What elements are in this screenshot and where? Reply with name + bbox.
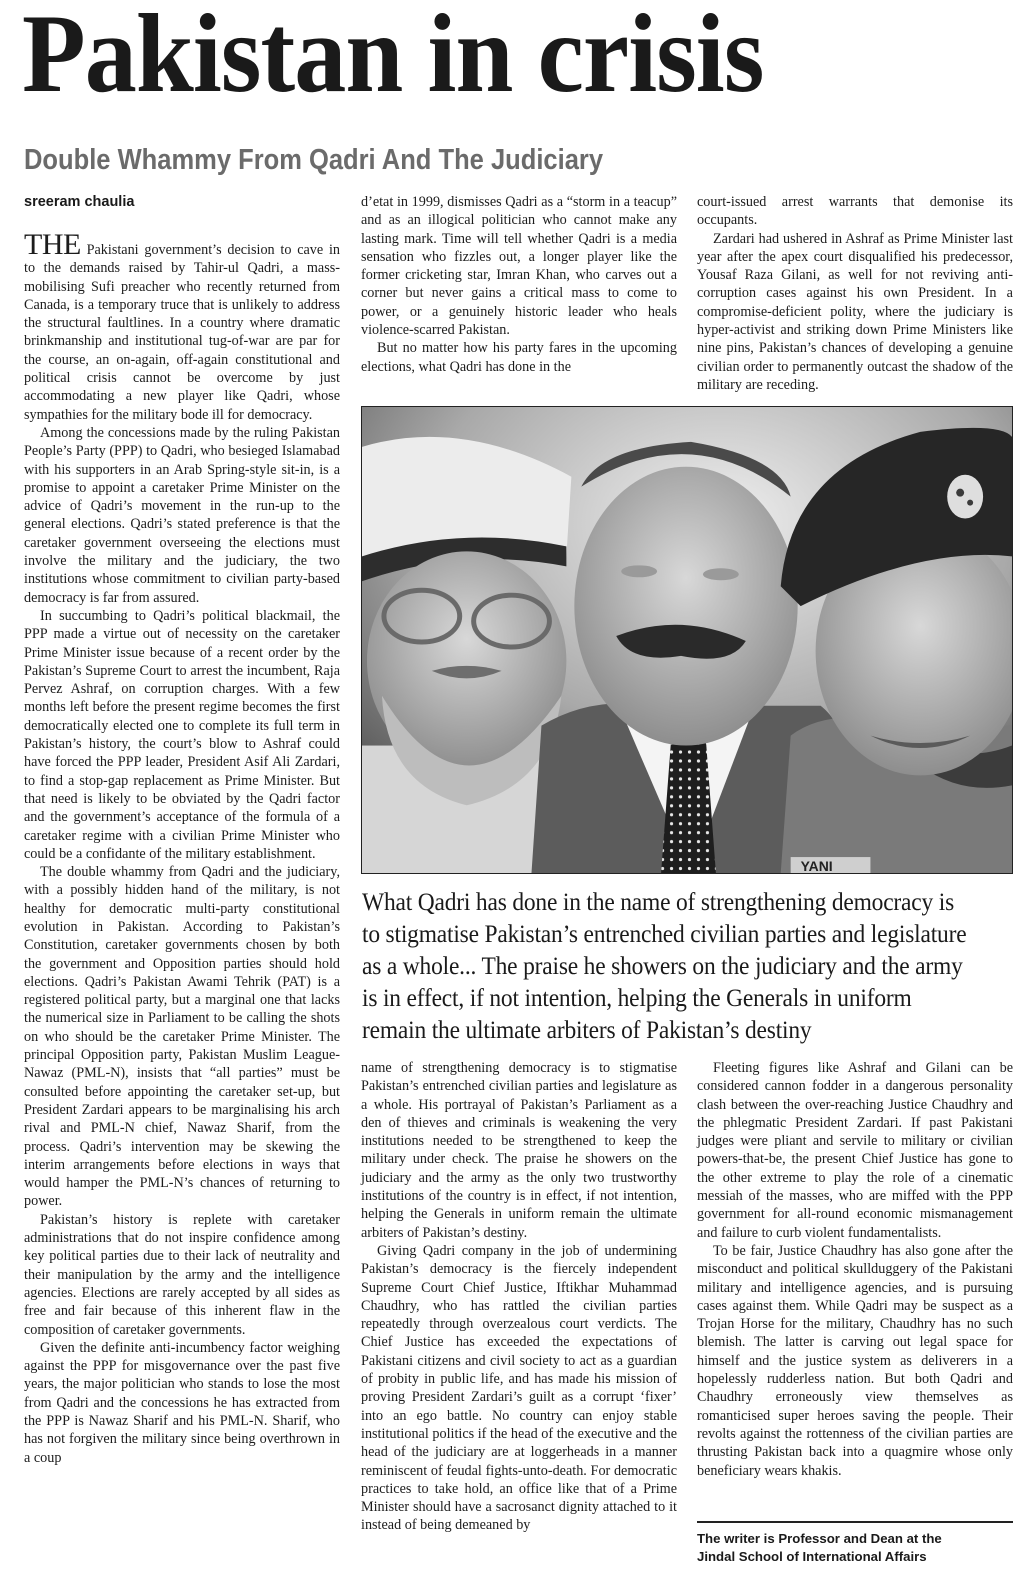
portrait-composite-image	[362, 407, 1012, 873]
subtitle: Double Whammy From Qadri And The Judiciary	[24, 144, 604, 176]
pull-quote: What Qadri has done in the name of strengthening democracy is to stigmatise Pakistan’s entrenched civilian parties and legislature as a whole... The praise he showers on the judiciary and the army is in effect, if not intention, helping the Generals in uniform remain the ultimate arbiters of Pakistan’s destiny	[362, 887, 967, 1044]
name-tag: YANI	[800, 858, 833, 873]
paragraph: Given the definite anti-incumbency factor weighing against the PPP for misgovernance over the past five years, the major politician who stands to lose the most from Qadri and the concessions he has extracted from the PPP is Nawaz Sharif and his PML-N. Sharif, who has not forgiven the military since being overthrown in a coup	[24, 1339, 340, 1466]
paragraph: Giving Qadri company in the job of undermining Pakistan’s democracy is the fiercely independent Supreme Court Chief Justice, Iftikhar Muhammad Chaudhry, who has rattled the civilian parties repeatedly through overzealous court verdicts. The Chief Justice has exceeded the expectations of Pakistani citizens and civil society to act as a guardian of probity in public life, and has made his mission of proving President Zardari’s guilt as a corrupt ‘fixer’ into an ego battle. No country can enjoy stable institutional politics if the head of the executive and the head of the judiciary are at loggerheads in a manner reminiscent of feudal fights-unto-death. For democratic practices to take hold, an office like that of a Prime Minister should have a sacrosanct dignity attached to it instead of being demeaned by	[361, 1242, 677, 1534]
article-photo	[361, 406, 1013, 874]
paragraph: Among the concessions made by the ruling Pakistan People’s Party (PPP) to Qadri, who besieged Islamabad with his supporters in an Arab Spring-style sit-in, is a promise to appoint a caretaker Prime Minister on the advice of Qadri’s movement in the run-up to the general elections. Qadri’s stated preference is that the caretaker government overseeing the elections must involve the military and the judiciary, the two institutions whose commitment to civilian party-based democracy is far from assured.	[24, 424, 340, 606]
author-note-line-2: Jindal School of International Affairs	[697, 1549, 927, 1564]
column-2-bottom	[361, 1059, 677, 1535]
paragraph: Pakistan’s history is replete with caretaker administrations that do not inspire confidence among key political parties due to their lack of neutrality and their manipulation by the army and the intelligence agencies. Elections are rarely accepted by all sides as free and fair because of this inherent flaw in the composition of caretaker governments.	[24, 1211, 340, 1338]
dropcap: THE	[24, 228, 81, 261]
byline: sreeram chaulia	[24, 194, 135, 210]
paragraph: But no matter how his party fares in the upcoming elections, what Qadri has done in the	[361, 340, 677, 375]
column-1	[24, 228, 340, 1467]
column-3-top	[697, 193, 1013, 394]
paragraph: Fleeting figures like Ashraf and Gilani can be considered cannon fodder in a dangerous personality clash between the over-reaching Justice Chaudhry and the phlegmatic President Zardari. If past Pakistani judges were pliant and servile to military or civilian powers-that-be, the present Chief Justice has gone to the other extreme to play the role of a cinematic messiah of the masses, who are miffed with the PPP government for all-round economic mismanagement and failure to curb violent fundamentalists.	[697, 1060, 1013, 1241]
column-3-bottom	[697, 1059, 1013, 1480]
paragraph	[24, 228, 340, 424]
author-note	[697, 1530, 1027, 1566]
footnote-divider	[697, 1521, 1013, 1523]
headline: Pakistan in crisis	[22, 0, 764, 116]
paragraph: name of strengthening democracy is to stigmatise Pakistan’s entrenched civilian parties and legislature as a whole. His portrayal of Pakistan’s Parliament as a den of thieves and criminals is weakening the very institutions needed to be strengthened to keep the military under check. The praise he showers on the judiciary and the army as the only two trustworthy institutions of the country is in effect, if not intention, helping the Generals in uniform remain the ultimate arbiters of Pakistan’s destiny.	[361, 1060, 677, 1241]
paragraph: The double whammy from Qadri and the judiciary, with a possibly hidden hand of the military, is not healthy for democratic multi-party constitutional evolution in Pakistan. According to Pakistan’s Constitution, caretaker governments chosen by both the government and Opposition parties should hold elections. Qadri’s Pakistan Awami Tehrik (PAT) is a registered political party, but a marginal one that lacks the numerical size in Parliament to be calling the shots on who should be the caretaker Prime Minister. The principal Opposition party, Pakistan Muslim League-Nawaz (PML-N), insists that “all parties” must be consulted before appointing the caretaker set-up, but President Zardari appears to be marginalising his arch rival and PML-N chief, Nawaz Sharif, from the process. Qadri’s intervention may be skewing the interim arrangements before elections in ways that would hamper the PML-N’s chances of returning to power.	[24, 864, 340, 1210]
paragraph: Zardari had ushered in Ashraf as Prime Minister last year after the apex court disqualified his predecessor, Yousaf Raza Gilani, as well for not reviving anti-corruption cases against his own President. In a compromise-deficient polity, where the judiciary is hyper-activist and striking down Prime Ministers like nine pins, Pakistan’s chances of developing a genuine civilian order to permanently outcast the shadow of the military are receding.	[697, 230, 1013, 393]
column-2-top	[361, 193, 677, 376]
paragraph-text: Pakistani government’s decision to cave in to the demands raised by Tahir-ul Qadri, a mass-mobilising Sufi preacher who recently returned from Canada, is a temporary truce that is unlikely to address the structural faultlines. In a country where dramatic brinkmanship and institutional tug-of-war are par for the course, an on-again, off-again constitutional and political crisis cannot be overcome by just accommodating a new player like Qadri, whose sympathies for the military bode ill for democracy.	[24, 242, 340, 423]
paragraph: d’etat in 1999, dismisses Qadri as a “storm in a teacup” and as an illogical politician who cannot make any lasting mark. Time will tell whether Qadri is a media sensation who fizzles out, a longer player like the former cricketing star, Imran Khan, who carves out a corner but never gains a critical mass to come to power, or a genuinely historic leader who heals violence-scarred Pakistan.	[361, 194, 677, 339]
paragraph: To be fair, Justice Chaudhry has also gone after the misconduct and political skullduggery of the Pakistani military and intelligence agencies, and is pursuing cases against them. While Qadri may be suspect as a Trojan Horse for the military, Chaudhry has no such blemish. The latter is carving out legal space for himself and the justice system as deliverers in a hopelessly rudderless nation. But both Qadri and Chaudhry erroneously view themselves as romanticised super heroes saving the people. Their revolts against the rottenness of the civilian parties are thrusting Pakistan back into a quagmire whose only beneficiary wears khakis.	[697, 1242, 1013, 1479]
author-note-line-1: The writer is Professor and Dean at the	[697, 1531, 942, 1546]
paragraph: In succumbing to Qadri’s political blackmail, the PPP made a virtue out of necessity on the caretaker Prime Minister issue because of a recent order by the Pakistan’s Supreme Court to arrest the incumbent, Raja Pervez Ashraf, on corruption charges. With a few months left before the present regime becomes the first democratically elected one to complete its full term in Pakistan’s history, the court’s blow to Ashraf could have forced the PPP leader, President Asif Ali Zardari, to find a stop-gap replacement as Prime Minister. But that need is likely to be obviated by the Qadri factor and the government’s acceptance of the formula of a caretaker regime with a civilian Prime Minister who could be a confidante of the military establishment.	[24, 607, 340, 862]
beret-badge-icon	[947, 475, 983, 519]
paragraph: court-issued arrest warrants that demonise its occupants.	[697, 194, 1013, 229]
